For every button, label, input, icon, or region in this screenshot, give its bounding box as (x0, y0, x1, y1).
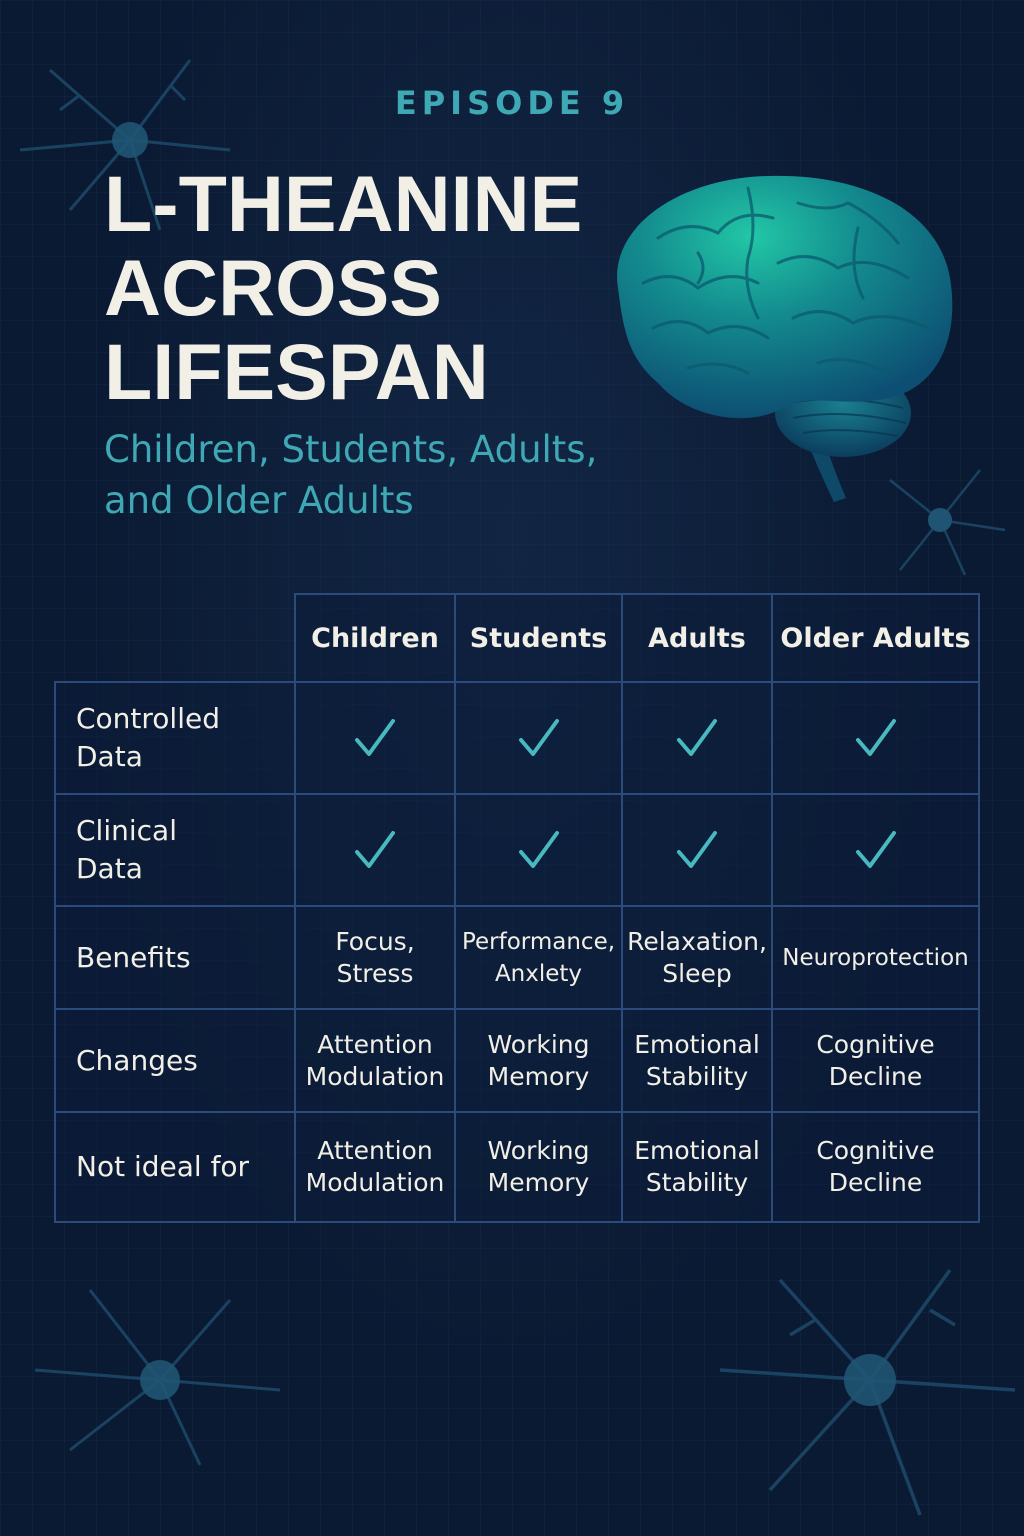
cell-line: Relaxation, (627, 926, 767, 956)
cell-line: Working (487, 1136, 590, 1165)
row-label-line: Data (76, 740, 143, 773)
row-label (55, 794, 295, 906)
cell-line: Emotional (634, 1029, 760, 1059)
checkmark-icon (622, 682, 772, 794)
table-cell (295, 1009, 455, 1112)
row-label (55, 682, 295, 794)
cell-line: Stability (645, 1061, 749, 1091)
cell-line: Emotional (634, 1136, 760, 1165)
row-label (55, 1009, 295, 1112)
checkmark-icon (772, 682, 979, 794)
row-label-line: Benefits (76, 940, 191, 974)
table-cell (295, 1112, 455, 1222)
neuron-bottom-left-icon (30, 1270, 290, 1470)
table-cell (772, 906, 979, 1009)
cell-line: Memory (487, 1168, 590, 1197)
column-header-students: Students (455, 594, 622, 682)
table-row-clinical-data (55, 794, 979, 906)
row-label-line: Not ideal for (76, 1150, 250, 1183)
table-cell (622, 906, 772, 1009)
table-cell (772, 1009, 979, 1112)
checkmark-icon (295, 682, 455, 794)
table-header-row (55, 594, 979, 682)
column-header-children: Children (295, 594, 455, 682)
table-cell (622, 1009, 772, 1112)
comparison-table (54, 593, 980, 1223)
title-line: L-THEANINE (104, 159, 583, 248)
title-line: ACROSS (104, 243, 442, 332)
page-title (104, 159, 583, 416)
brain-icon (598, 168, 958, 508)
cell-line: Stability (645, 1168, 749, 1197)
cell-line: Performance, (461, 928, 616, 955)
checkmark-icon (772, 794, 979, 906)
cell-line: Stress (336, 958, 414, 988)
table-cell (455, 1112, 622, 1222)
subtitle (104, 424, 597, 526)
table-corner (55, 594, 295, 682)
cell-line: Decline (828, 1168, 923, 1197)
table-row-controlled-data (55, 682, 979, 794)
cell-line: Neuroprotection (782, 944, 969, 971)
cell-line: Modulation (305, 1061, 445, 1091)
row-label-line: Changes (76, 1043, 198, 1077)
column-header-adults: Adults (622, 594, 772, 682)
checkmark-icon (455, 794, 622, 906)
subtitle-line: and Older Adults (104, 479, 414, 522)
cell-line: Sleep (662, 958, 732, 988)
cell-line: Cognitive (816, 1029, 935, 1059)
cell-line: Working (487, 1029, 590, 1059)
cell-line: Memory (487, 1061, 590, 1091)
cell-line: Attention (317, 1029, 433, 1059)
row-label (55, 1112, 295, 1222)
subtitle-line: Children, Students, Adults, (104, 428, 598, 471)
table-cell (295, 906, 455, 1009)
table-row-changes (55, 1009, 979, 1112)
neuron-bottom-right-icon (720, 1260, 1020, 1520)
column-header-older-adults: Older Adults (772, 594, 979, 682)
table-cell (455, 1009, 622, 1112)
table-cell (622, 1112, 772, 1222)
checkmark-icon (622, 794, 772, 906)
row-label-line: Data (76, 852, 143, 885)
table-row-benefits (55, 906, 979, 1009)
table-cell (455, 906, 622, 1009)
cell-line: Focus, (335, 926, 415, 956)
episode-label: EPISODE 9 (394, 84, 630, 122)
cell-line: Anxlety (494, 960, 583, 987)
cell-line: Cognitive (816, 1136, 935, 1165)
cell-line: Modulation (305, 1168, 445, 1197)
checkmark-icon (455, 682, 622, 794)
table-row-not-ideal-for (55, 1112, 979, 1222)
title-line: LIFESPAN (104, 327, 489, 416)
cell-line: Attention (317, 1136, 433, 1165)
cell-line: Decline (828, 1061, 923, 1091)
row-label (55, 906, 295, 1009)
row-label-line: Clinical (76, 814, 177, 847)
checkmark-icon (295, 794, 455, 906)
row-label-line: Controlled (76, 702, 220, 735)
table-cell (772, 1112, 979, 1222)
